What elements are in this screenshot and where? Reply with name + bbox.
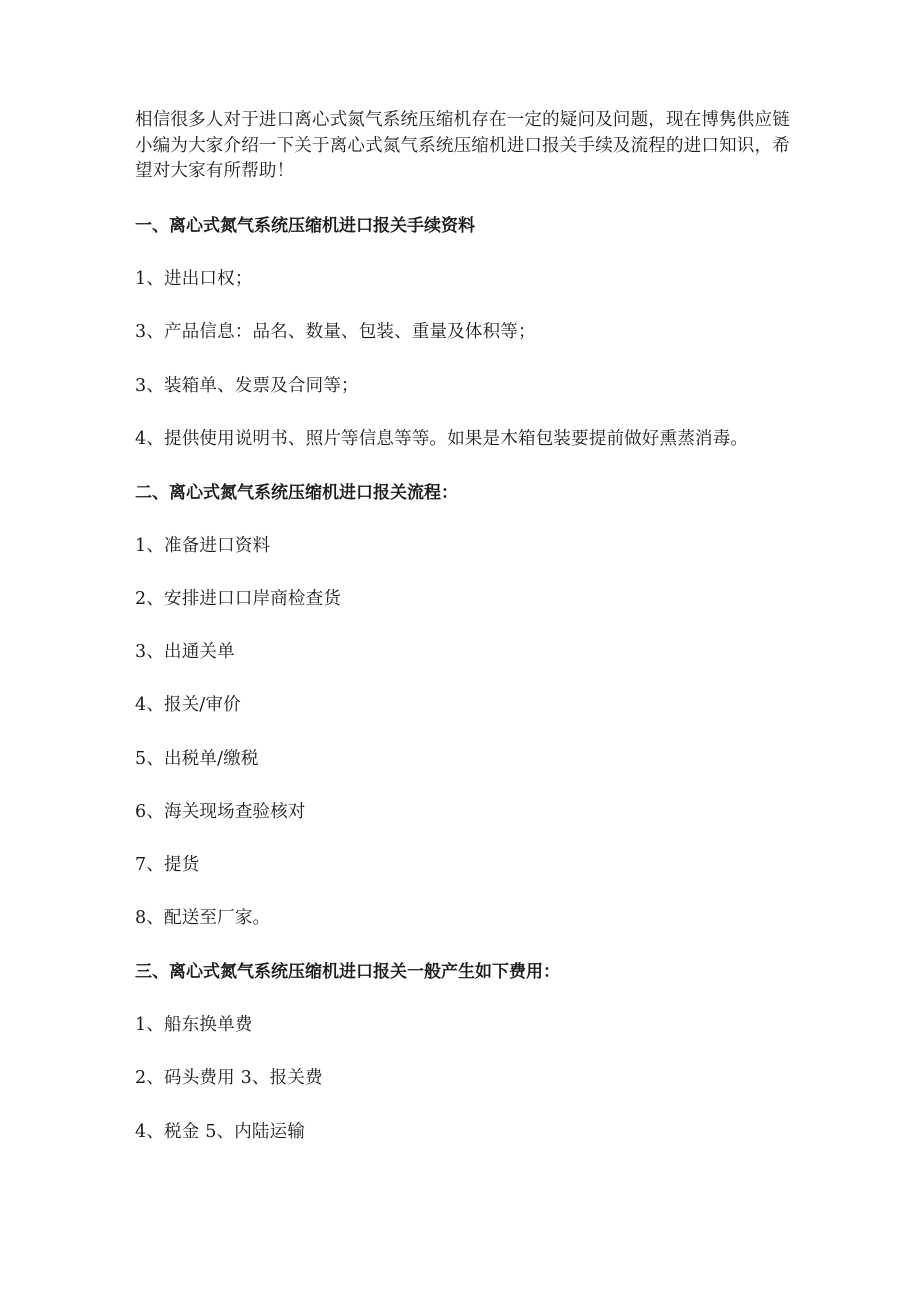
section-3-heading: 三、离心式氮气系统压缩机进口报关一般产生如下费用： [135,962,560,982]
section-1-heading: 一、离心式氮气系统压缩机进口报关手续资料 [135,216,475,236]
intro-paragraph: 相信很多人对于进口离心式氮气系统压缩机存在一定的疑问及问题，现在博隽供应链小编为大家介绍一下关于离心式氮气系统压缩机进口报关手续及流程的进口知识，希望对大家有所帮助！ [135,110,790,181]
section-1-item-2: 3、产品信息：品名、数量、包装、重量及体积等； [135,322,536,342]
section-3-item-3: 4、税金 5、内陆运输 [135,1122,306,1142]
section-2-item-4: 4、报关/审价 [135,695,241,715]
section-2-item-7: 7、提货 [135,855,200,875]
section-2-item-6: 6、海关现场查验核对 [135,802,306,822]
section-1-item-4: 4、提供使用说明书、照片等信息等等。如果是木箱包装要提前做好熏蒸消毒。 [135,429,749,449]
section-1-item-3: 3、装箱单、发票及合同等； [135,376,359,396]
section-1-item-1: 1、进出口权； [135,269,253,289]
section-2-heading: 二、离心式氮气系统压缩机进口报关流程： [135,483,458,503]
section-2-item-2: 2、安排进口口岸商检查货 [135,589,342,609]
section-2-item-8: 8、配送至厂家。 [135,908,271,928]
section-2-item-1: 1、准备进口资料 [135,536,271,556]
section-3-item-1: 1、船东换单费 [135,1015,253,1035]
section-2-item-3: 3、出通关单 [135,642,235,662]
section-2-item-5: 5、出税单/缴税 [135,749,259,769]
section-3-item-2: 2、码头费用 3、报关费 [135,1068,323,1088]
